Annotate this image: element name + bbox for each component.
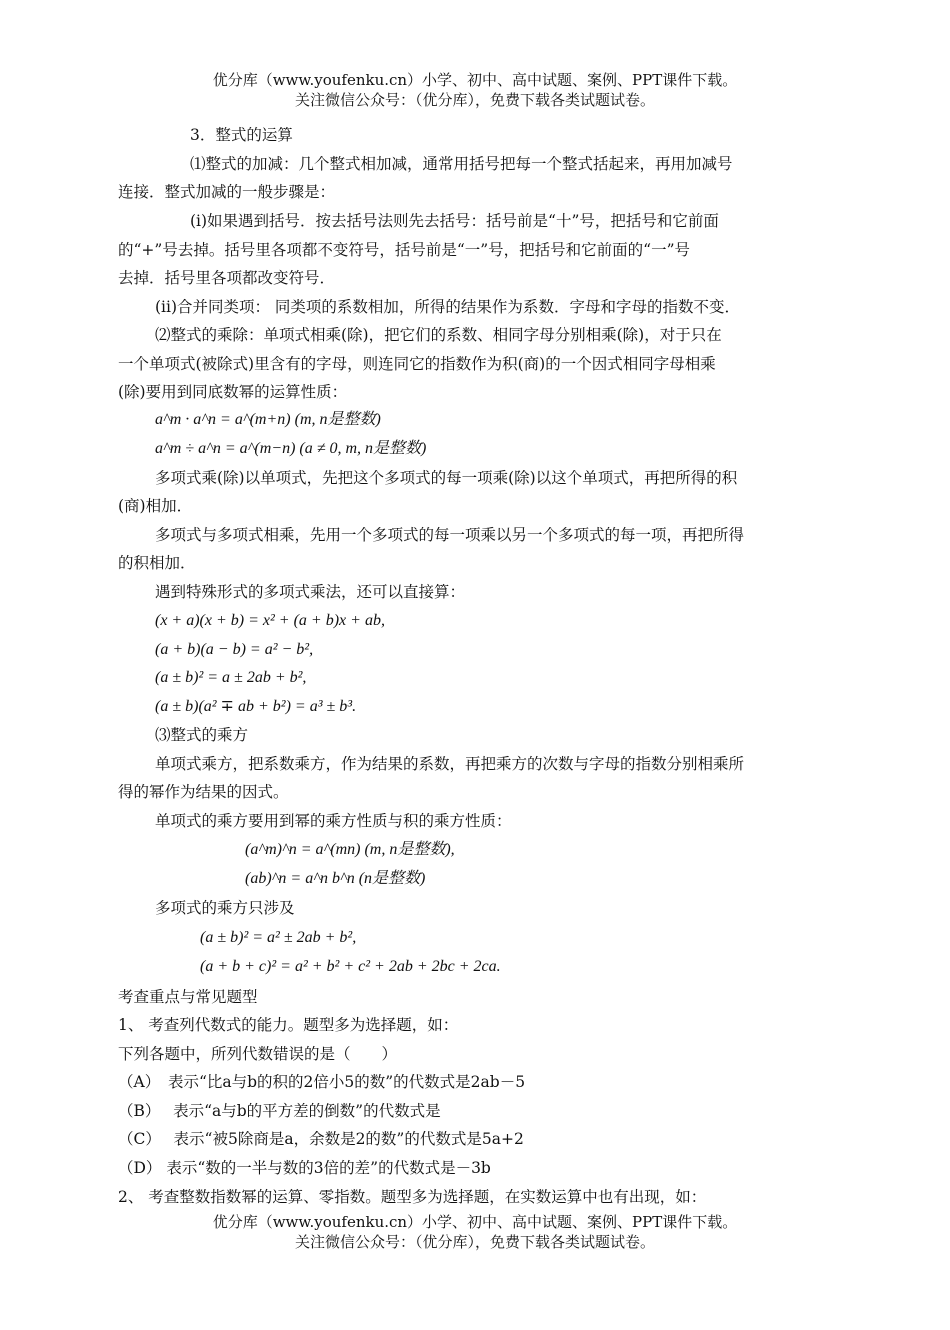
question-1-stem: 下列各题中，所列代数错误的是（ ）: [118, 1045, 398, 1063]
paragraph-brackets-1: (i)如果遇到括号．按去括号法则先去括号：括号前是“十”号，把括号和它前面: [190, 212, 719, 230]
paragraph-poly-mono-2: (商)相加．: [118, 497, 193, 515]
header-line-2: 关注微信公众号：（优分库），免费下载各类试题试卷。: [294, 91, 655, 109]
formula-power-of-power: (a^m)^n = a^(mn) (m, n是整数),: [245, 841, 455, 858]
option-a: （A） 表示“比a与b的积的2倍小5的数”的代数式是2ab－5: [118, 1073, 526, 1091]
option-c: （C） 表示“被5除商是a，余数是2的数”的代数式是5a+2: [118, 1130, 524, 1148]
question-2: 2、 考查整数指数幂的运算、零指数。题型多为选择题，在实数运算中也有出现，如：: [118, 1188, 707, 1206]
paragraph-addition-2: 连接．整式加减的一般步骤是：: [118, 183, 336, 201]
formula-power-of-product: (ab)^n = a^n b^n (n是整数): [245, 870, 426, 887]
paragraph-like-terms: (ii)合并同类项： 同类项的系数相加，所得的结果作为系数．字母和字母的指数不变．: [155, 298, 740, 316]
paragraph-poly-poly-2: 的积相加．: [118, 554, 196, 572]
paragraph-brackets-2: 的“+”号去掉。括号里各项都不变符号，括号前是“一”号，把括号和它前面的“一”号: [118, 241, 691, 259]
formula-power-quotient: a^m ÷ a^n = a^(m−n) (a ≠ 0, m, n是整数): [155, 440, 427, 457]
subsection-power: ⑶整式的乘方: [155, 726, 249, 744]
paragraph-poly-power: 多项式的乘方只涉及: [155, 899, 295, 917]
paragraph-special-products: 遇到特殊形式的多项式乘法，还可以直接算：: [155, 583, 466, 601]
footer-line-2: 关注微信公众号：（优分库），免费下载各类试题试卷。: [294, 1233, 655, 1251]
paragraph-multiplication-1: ⑵整式的乘除：单项式相乘(除)，把它们的系数、相同字母分别相乘(除)，对于只在: [155, 326, 722, 344]
option-d: （D） 表示“数的一半与数的3倍的差”的代数式是－3b: [118, 1159, 491, 1177]
paragraph-brackets-3: 去掉．括号里各项都改变符号．: [118, 269, 336, 287]
paragraph-addition-1: ⑴整式的加减：几个整式相加减，通常用括号把每一个整式括起来，再用加减号: [190, 155, 733, 173]
section-title: 3．整式的运算: [190, 126, 293, 144]
formula-product-4: (a ± b)(a² ∓ ab + b²) = a³ ± b³.: [155, 698, 357, 715]
footer-line-1: 优分库（www.youfenku.cn）小学、初中、高中试题、案例、PPT课件下载。: [212, 1213, 738, 1231]
heading-key-points: 考查重点与常见题型: [118, 988, 258, 1006]
paragraph-mono-power-1: 单项式乘方，把系数乘方，作为结果的系数，再把乘方的次数与字母的指数分别相乘所: [155, 755, 745, 773]
formula-power-product: a^m · a^n = a^(m+n) (m, n是整数): [155, 411, 381, 428]
formula-product-3: (a ± b)² = a ± 2ab + b²,: [155, 669, 307, 686]
paragraph-multiplication-2: 一个单项式(被除式)里含有的字母，则连同它的指数作为积(商)的一个因式相同字母相乘: [118, 355, 716, 373]
paragraph-poly-poly-1: 多项式与多项式相乘，先用一个多项式的每一项乘以另一个多项式的每一项，再把所得: [155, 526, 745, 544]
formula-product-2: (a + b)(a − b) = a² − b²,: [155, 641, 314, 658]
question-1: 1、 考查列代数式的能力。题型多为选择题，如：: [118, 1016, 459, 1034]
formula-binomial-square: (a ± b)² = a² ± 2ab + b²,: [200, 929, 357, 946]
formula-trinomial-square: (a + b + c)² = a² + b² + c² + 2ab + 2bc + 2ca.: [200, 958, 501, 975]
header-line-1: 优分库（www.youfenku.cn）小学、初中、高中试题、案例、PPT课件下载。: [212, 71, 738, 89]
paragraph-multiplication-3: (除)要用到同底数幂的运算性质：: [118, 383, 348, 401]
option-b: （B） 表示“a与b的平方差的倒数”的代数式是: [118, 1102, 441, 1120]
paragraph-poly-mono-1: 多项式乘(除)以单项式，先把这个多项式的每一项乘(除)以这个单项式，再把所得的积: [155, 469, 738, 487]
paragraph-power-properties: 单项式的乘方要用到幂的乘方性质与积的乘方性质：: [155, 812, 512, 830]
formula-product-1: (x + a)(x + b) = x² + (a + b)x + ab,: [155, 612, 385, 629]
paragraph-mono-power-2: 得的幂作为结果的因式。: [118, 783, 289, 801]
